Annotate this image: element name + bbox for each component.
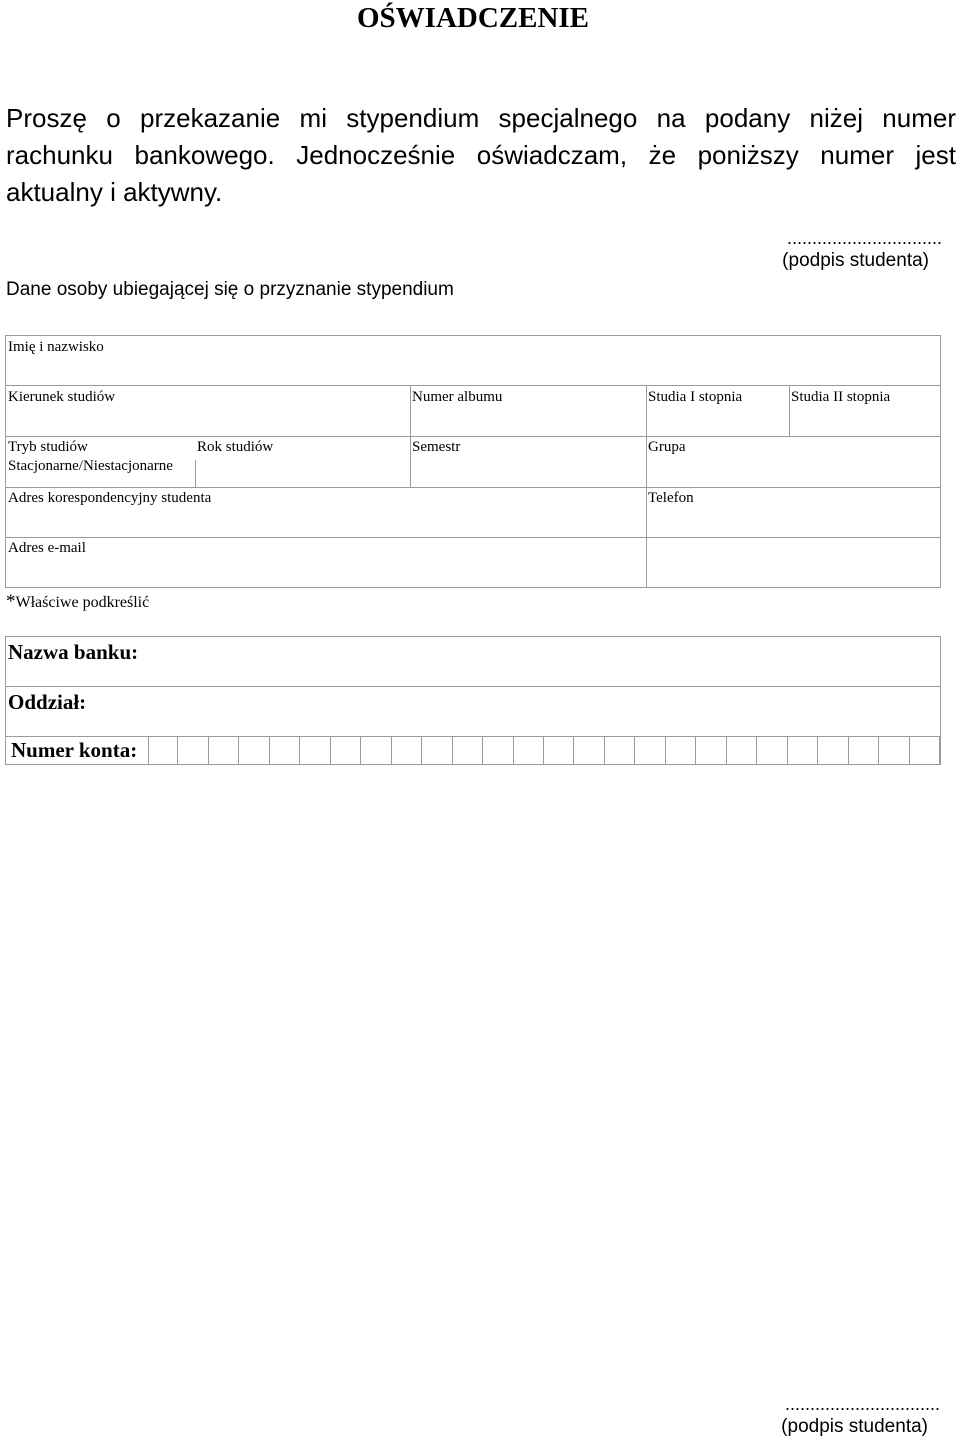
account-digit-box[interactable]: [818, 736, 848, 764]
account-digit-box[interactable]: [300, 736, 330, 764]
address-field[interactable]: [5, 487, 646, 538]
account-digit-box[interactable]: [544, 736, 574, 764]
first-degree-field[interactable]: [646, 385, 789, 436]
bank-name-label: Nazwa banku:: [8, 640, 139, 664]
signature-label-bottom: (podpis studenta): [781, 1416, 928, 1437]
account-digit-box[interactable]: [209, 736, 239, 764]
account-digit-box[interactable]: [879, 736, 909, 764]
field-of-study-field[interactable]: [5, 385, 410, 436]
account-digit-box[interactable]: [757, 736, 787, 764]
address-label: Adres korespondencyjny studenta: [8, 490, 212, 506]
phone-label: Telefon: [648, 490, 694, 506]
account-digit-box[interactable]: [361, 736, 391, 764]
account-digit-box[interactable]: [605, 736, 635, 764]
second-degree-field[interactable]: [789, 385, 941, 436]
email-value-field[interactable]: [646, 537, 941, 588]
footnote: [6, 591, 149, 614]
full-name-field[interactable]: [5, 335, 941, 386]
account-digit-box[interactable]: [148, 736, 178, 764]
year-of-study-label: Rok studiów: [197, 439, 274, 455]
account-digit-box[interactable]: [178, 736, 208, 764]
study-mode-field[interactable]: [5, 436, 195, 487]
semester-label: Semestr: [412, 439, 461, 455]
footnote-star: *: [6, 591, 16, 612]
account-digit-box[interactable]: [727, 736, 757, 764]
branch-field[interactable]: [5, 686, 941, 737]
account-digit-box[interactable]: [635, 736, 665, 764]
bank-name-field[interactable]: [5, 636, 941, 687]
divider: [789, 385, 790, 436]
account-digit-box[interactable]: [331, 736, 361, 764]
account-digit-box[interactable]: [392, 736, 422, 764]
second-degree-label: Studia II stopnia: [791, 389, 891, 405]
applicant-section-heading: Dane osoby ubiegającej się o przyznanie stypendium: [6, 279, 454, 300]
footnote-text: Właściwe podkreślić: [15, 594, 150, 611]
semester-field[interactable]: [410, 436, 646, 487]
email-field[interactable]: [5, 537, 646, 588]
account-digit-box[interactable]: [422, 736, 452, 764]
intro-paragraph: Proszę o przekazanie mi stypendium specjalnego na podany niżej numer rachunku bankowego. Jednocześnie oświadczam, że poniższy numer jest aktualny i aktywny.: [6, 103, 956, 207]
account-digit-box[interactable]: [574, 736, 604, 764]
full-name-label: Imię i nazwisko: [8, 339, 104, 355]
account-digit-box[interactable]: [666, 736, 696, 764]
account-digit-box[interactable]: [849, 736, 879, 764]
account-digit-box[interactable]: [270, 736, 300, 764]
album-number-label: Numer albumu: [412, 389, 503, 405]
account-digit-box[interactable]: [910, 736, 940, 764]
signature-line-top: ...............................: [786, 228, 942, 248]
account-digit-box[interactable]: [696, 736, 726, 764]
field-of-study-label: Kierunek studiów: [8, 389, 116, 405]
branch-label: Oddział:: [8, 690, 87, 714]
group-field[interactable]: [646, 436, 941, 487]
account-digit-box[interactable]: [453, 736, 483, 764]
study-mode-label: Tryb studiów: [8, 439, 88, 455]
phone-field[interactable]: [646, 487, 941, 538]
first-degree-label: Studia I stopnia: [648, 389, 743, 405]
account-digit-box[interactable]: [788, 736, 818, 764]
signature-label-top: (podpis studenta): [782, 250, 929, 271]
email-label: Adres e-mail: [8, 540, 86, 556]
group-label: Grupa: [648, 439, 686, 455]
account-digit-box[interactable]: [514, 736, 544, 764]
account-number-label: Numer konta:: [11, 738, 138, 762]
account-digit-box[interactable]: [239, 736, 269, 764]
signature-line-bottom: ...............................: [784, 1394, 940, 1414]
study-mode-options: Stacjonarne/Niestacjonarne: [8, 458, 173, 474]
account-digit-box[interactable]: [483, 736, 513, 764]
document-title: OŚWIADCZENIE: [356, 2, 590, 34]
year-of-study-field[interactable]: [195, 436, 410, 487]
album-number-field[interactable]: [410, 385, 646, 436]
